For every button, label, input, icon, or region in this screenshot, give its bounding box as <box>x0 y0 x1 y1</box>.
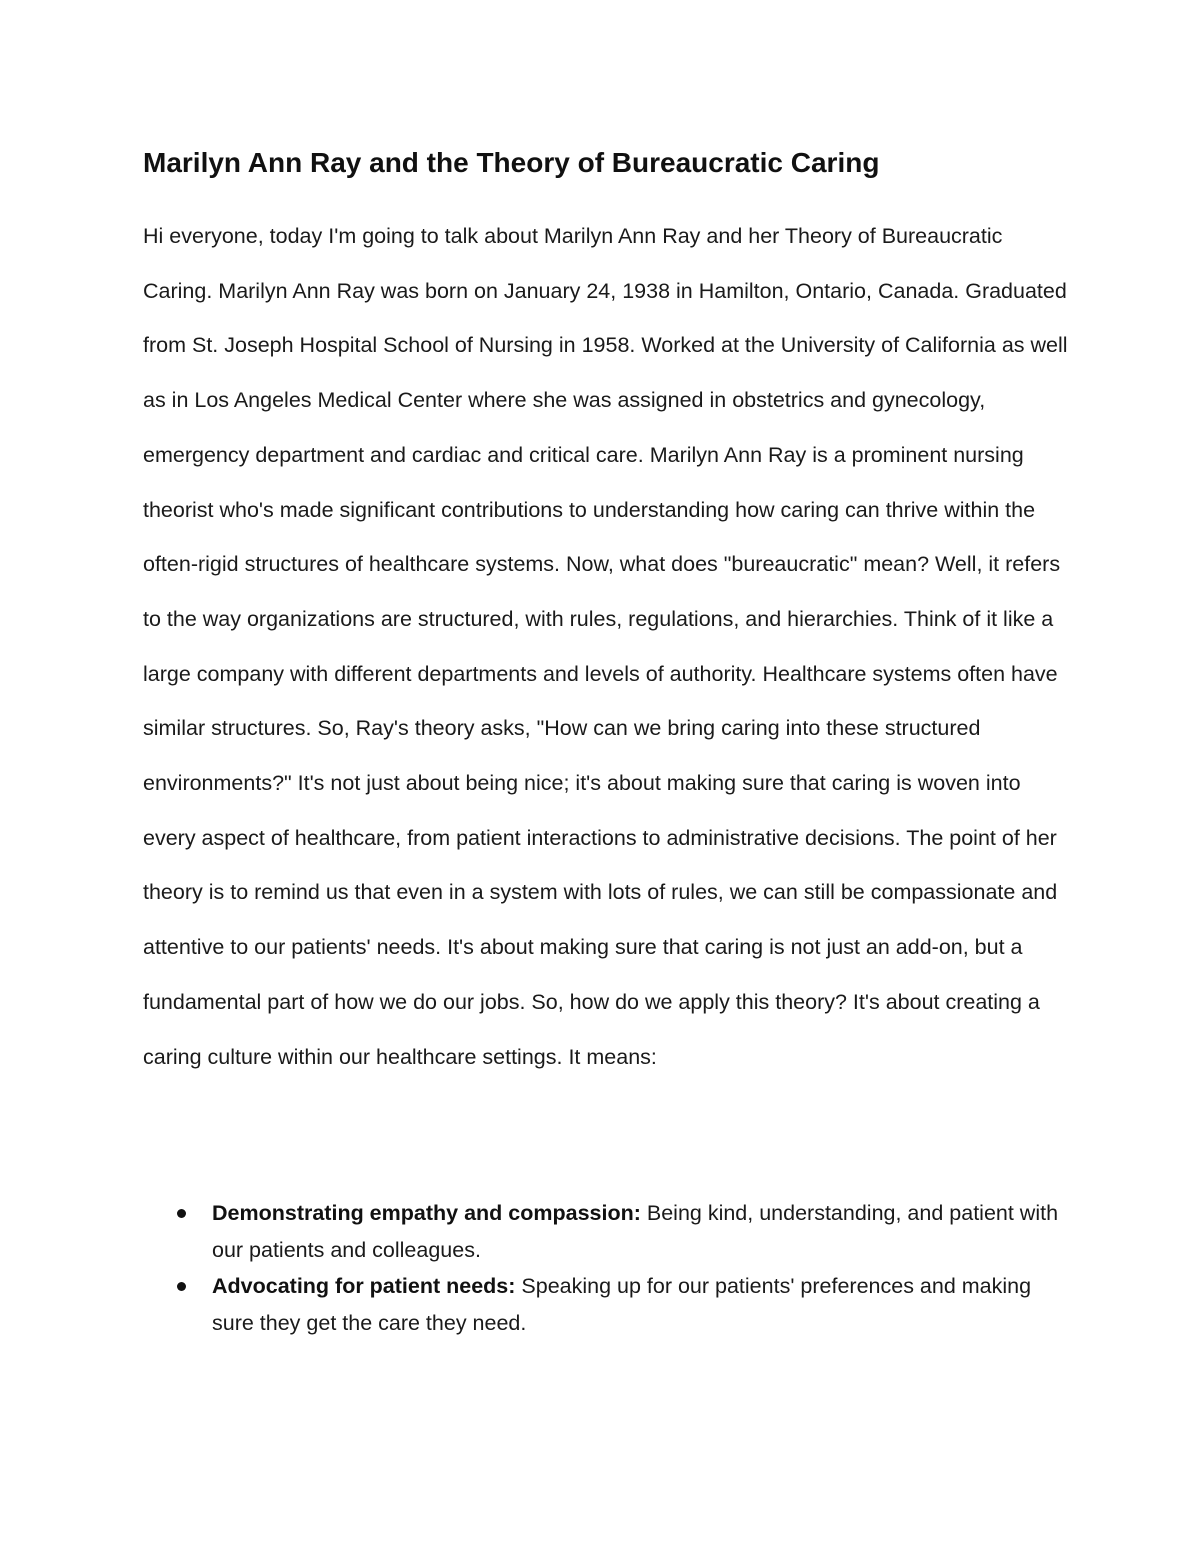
bullet-term: Demonstrating empathy and compassion: <box>212 1201 641 1225</box>
bullet-icon <box>177 1209 186 1218</box>
list-item <box>143 1268 1073 1341</box>
body-paragraph: Hi everyone, today I'm going to talk about Marilyn Ann Ray and her Theory of Bureaucratic Caring. Marilyn Ann Ray was born on January 24, 1938 in Hamilton, Ontario, Canada. Graduated from St. Joseph Hospital School of Nursing in 1958. Worked at the University of California as well as in Los Angeles Medical Center where she was assigned in obstetrics and gynecology, emergency department and cardiac and critical care. Marilyn Ann Ray is a prominent nursing theorist who's made significant contributions to understanding how caring can thrive within the often-rigid structures of healthcare systems. Now, what does "bureaucratic" mean? Well, it refers to the way organizations are structured, with rules, regulations, and hierarchies. Think of it like a large company with different departments and levels of authority. Healthcare systems often have similar structures. So, Ray's theory asks, "How can we bring caring into these structured environments?" It's not just about being nice; it's about making sure that caring is woven into every aspect of healthcare, from patient interactions to administrative decisions. The point of her theory is to remind us that even in a system with lots of rules, we can still be compassionate and attentive to our patients' needs. It's about making sure that caring is not just an add-on, but a fundamental part of how we do our jobs. So, how do we apply this theory? It's about creating a caring culture within our healthcare settings. It means: <box>143 224 1068 1069</box>
bullet-term: Advocating for patient needs: <box>212 1274 516 1298</box>
bullet-icon <box>177 1282 186 1291</box>
list-item <box>143 1195 1073 1268</box>
bullet-text: Being kind, understanding, and patient with our patients and colleagues. <box>212 1201 1059 1262</box>
document-title: Marilyn Ann Ray and the Theory of Bureaucratic Caring <box>143 147 880 178</box>
bullet-text: Speaking up for our patients' preferences and making sure they get the care they need. <box>212 1274 1032 1335</box>
bullet-list <box>143 1195 1073 1341</box>
